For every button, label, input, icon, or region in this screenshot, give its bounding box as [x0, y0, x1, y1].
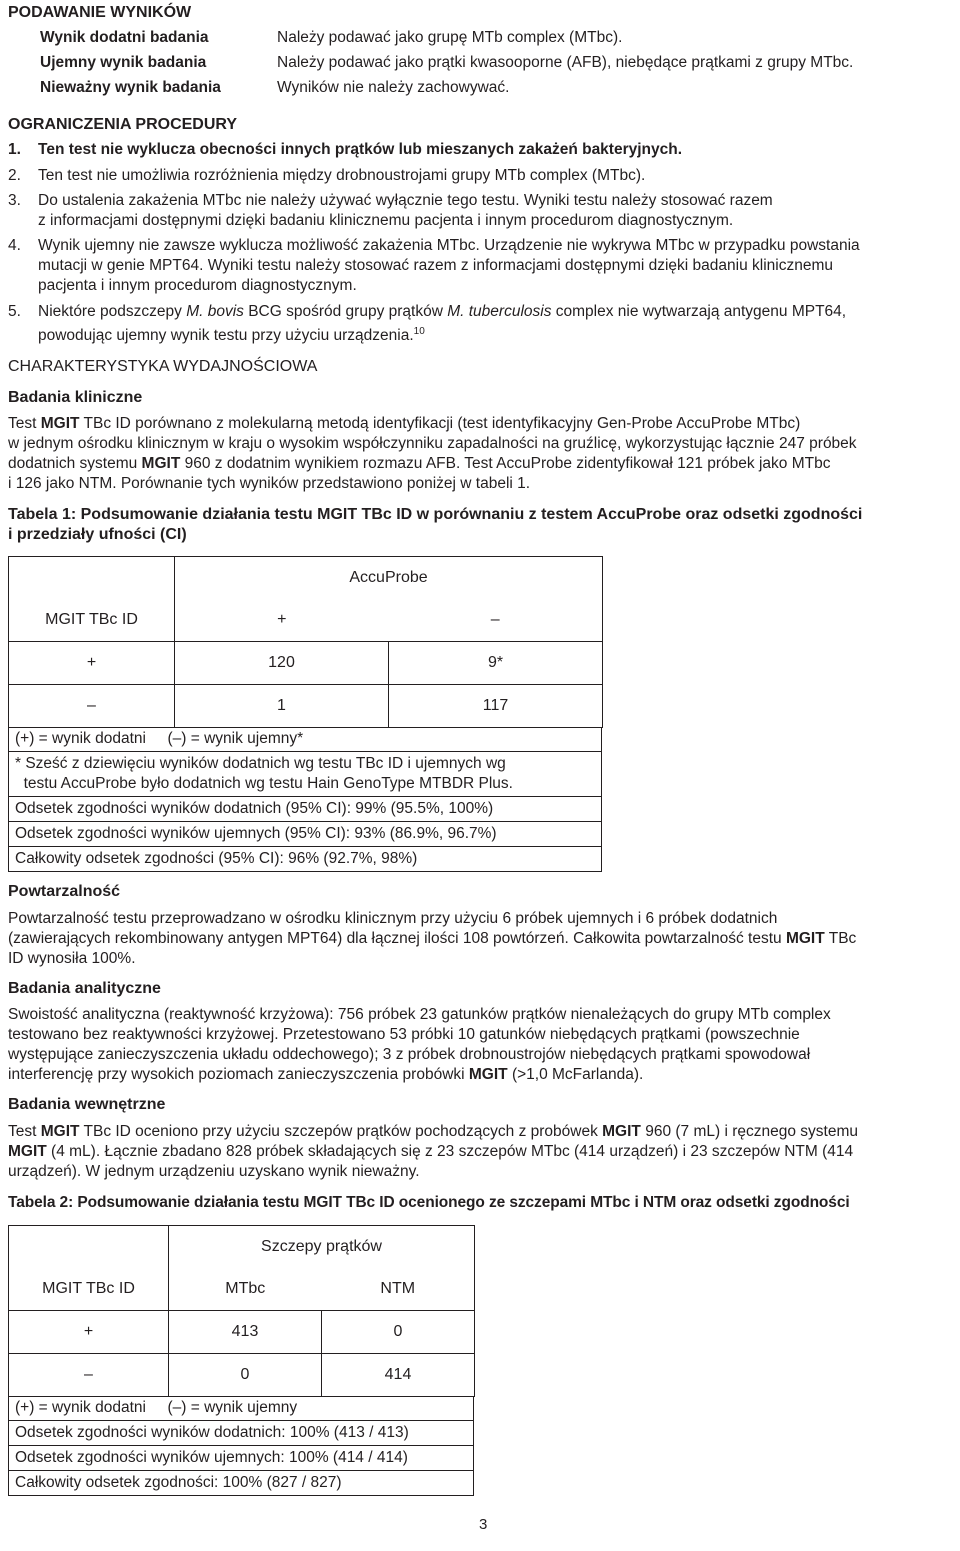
- result-label-positive: Wynik dodatni badania: [40, 29, 209, 46]
- result-label-invalid: Nieważny wynik badania: [40, 79, 221, 96]
- analytical-text-1: Swoistość analityczna (reaktywność krzyżowa): 756 próbek 23 gatunków prątków nienależących do grupy MTb complex: [8, 1006, 831, 1023]
- table1-cell: 9*: [389, 642, 603, 685]
- limit-item-5-cont: powodując ujemny wynik testu przy użyciu urządzenia.$^{10}$: [38, 326, 425, 345]
- table1-overall: Całkowity odsetek zgodności (95% CI): 96% (92.7%, 98%): [9, 846, 601, 871]
- table2-row-header: MGIT TBc ID: [9, 1268, 169, 1311]
- perf-heading: CHARAKTERYSTYKA WYDAJNOŚCIOWA: [8, 358, 318, 375]
- table1-row-neg: –: [9, 685, 175, 728]
- table2-legend: (+) = wynik dodatni (–) = wynik ujemny: [15, 1399, 298, 1416]
- table1-legend: (+) = wynik dodatni (–) = wynik ujemny*: [15, 730, 304, 747]
- table2-col-mtbc: MTbc: [169, 1268, 322, 1311]
- limit-item-4-cont2: pacjenta i innym procedurom diagnostycznym.: [38, 277, 357, 294]
- results-heading: PODAWANIE WYNIKÓW: [8, 4, 192, 21]
- analytical-text-3: występujące zanieczyszczenia układu oddechowego); 3 z próbek drobnoustrojów niebędących prątkami spowodował: [8, 1046, 811, 1063]
- table1-cell: 1: [175, 685, 389, 728]
- table2-caption: Tabela 2: Podsumowanie działania testu MGIT TBc ID ocenionego ze szczepami MTbc i NTM oraz odsetki zgodności: [8, 1194, 850, 1211]
- analytical-text-4: interferencję przy wysokich poziomach zanieczyszczenia probówki MGIT (>1,0 McFarlanda).: [8, 1066, 644, 1083]
- repro-heading: Powtarzalność: [8, 883, 121, 900]
- table1-footer: [8, 727, 602, 872]
- table2-footer: [8, 1396, 474, 1496]
- table2-cell: 0: [169, 1354, 322, 1397]
- table2-cell: 413: [169, 1311, 322, 1354]
- table2-row-pos: +: [9, 1311, 169, 1354]
- result-text-negative: Należy podawać jako prątki kwasooporne (AFB), niebędące prątkami z grupy MTbc.: [277, 54, 854, 71]
- table1-col-pos: +: [175, 600, 389, 642]
- clinical-text-4: i 126 jako NTM. Porównanie tych wyników przedstawiono poniżej w tabeli 1.: [8, 475, 531, 492]
- table1-cell: 117: [389, 685, 603, 728]
- limit-item-1: 1. Ten test nie wyklucza obecności innych prątków lub mieszanych zakażeń bakteryjnych.: [8, 141, 683, 158]
- result-text-positive: Należy podawać jako grupę MTb complex (MTbc).: [277, 29, 623, 46]
- limits-heading: OGRANICZENIA PROCEDURY: [8, 116, 238, 133]
- clinical-heading: Badania kliniczne: [8, 389, 143, 406]
- page-number: 3: [479, 1516, 488, 1533]
- clinical-text-1: Test MGIT TBc ID porównano z molekularną metodą identyfikacji (test identyfikacyjny Gen-Probe AccuProbe MTbc): [8, 415, 801, 432]
- table2-col-group: Szczepy prątków: [169, 1226, 475, 1268]
- table1-cell: 120: [175, 642, 389, 685]
- table2-overall: Całkowity odsetek zgodności: 100% (827 / 827): [9, 1470, 473, 1495]
- clinical-text-2: w jednym ośrodku klinicznym w kraju o wysokim współczynniku zapadalności na gruźlicę, wykorzystując łącznie 247 próbek: [8, 435, 857, 452]
- limit-item-2: 2. Ten test nie umożliwia rozróżnienia między drobnoustrojami grupy MTb complex (MTbc).: [8, 167, 646, 184]
- limit-item-3-cont: z informacjami dostępnymi dzięki badaniu klinicznemu pacjenta i innym procedurom diagnostycznym.: [38, 212, 734, 229]
- table1-caption: Tabela 1: Podsumowanie działania testu MGIT TBc ID w porównaniu z testem AccuProbe oraz odsetki zgodności: [8, 506, 863, 523]
- table1-pos-agreement: Odsetek zgodności wyników dodatnich (95% CI): 99% (95.5%, 100%): [9, 796, 601, 821]
- limit-item-4: 4. Wynik ujemny nie zawsze wyklucza możliwość zakażenia MTbc. Urządzenie nie wykrywa MTbc w przypadku powstania: [8, 237, 860, 254]
- clinical-text-3: dodatnich systemu MGIT 960 z dodatnim wynikiem rozmazu AFB. Test AccuProbe zidentyfikował 121 próbek jako MTbc: [8, 455, 831, 472]
- result-text-invalid: Wyników nie należy zachowywać.: [277, 79, 510, 96]
- analytical-text-2: testowano bez reaktywności krzyżowej. Przetestowano 53 próbki 10 gatunków niebędących prątkami (powszechnie: [8, 1026, 800, 1043]
- table2: [8, 1225, 475, 1397]
- table2-row-neg: –: [9, 1354, 169, 1397]
- result-label-negative: Ujemny wynik badania: [40, 54, 207, 71]
- internal-heading: Badania wewnętrzne: [8, 1096, 166, 1113]
- table1: [8, 556, 603, 728]
- table1-col-group: AccuProbe: [175, 557, 603, 600]
- table2-neg-agreement: Odsetek zgodności wyników ujemnych: 100% (414 / 414): [9, 1445, 473, 1470]
- table2-cell: 414: [322, 1354, 475, 1397]
- table1-row-pos: +: [9, 642, 175, 685]
- limit-item-5: 5. Niektóre podszczepy M. bovis BCG spośród grupy prątków M. tuberculosis complex nie wytwarzają antygenu MPT64,: [8, 303, 847, 320]
- limit-item-3: 3. Do ustalenia zakażenia MTbc nie należy używać wyłącznie tego testu. Wyniki testu należy stosować razem: [8, 192, 773, 209]
- table1-col-neg: –: [389, 600, 603, 642]
- table1-neg-agreement: Odsetek zgodności wyników ujemnych (95% CI): 93% (86.9%, 96.7%): [9, 821, 601, 846]
- table2-cell: 0: [322, 1311, 475, 1354]
- limit-item-4-cont: mutacji w genie MPT64. Wyniki testu należy stosować razem z informacjami dostępnymi dzięki badaniu klinicznemu: [38, 257, 833, 274]
- internal-text-3: urządzeń). W jednym urządzeniu uzyskano wynik nieważny.: [8, 1163, 420, 1180]
- repro-text-1: Powtarzalność testu przeprowadzano w ośrodku klinicznym przy użyciu 6 próbek ujemnych i 6 próbek dodatnich: [8, 910, 778, 927]
- table2-col-ntm: NTM: [322, 1268, 475, 1311]
- internal-text-1: Test MGIT TBc ID oceniono przy użyciu szczepów prątków pochodzących z probówek MGIT 960 (7 mL) i ręcznego systemu: [8, 1123, 858, 1140]
- analytical-heading: Badania analityczne: [8, 980, 161, 997]
- repro-text-2: (zawierających rekombinowany antygen MPT64) dla łącznej ilości 108 powtórzeń. Całkowita powtarzalność testu MGIT TBc: [8, 930, 857, 947]
- repro-text-3: ID wynosiła 100%.: [8, 950, 136, 967]
- table1-caption-cont: i przedziały ufności (CI): [8, 526, 187, 543]
- table1-row-header: MGIT TBc ID: [9, 600, 175, 642]
- table1-note: * Sześć z dziewięciu wyników dodatnich wg testu TBc ID i ujemnych wg testu AccuProbe było dodatnich wg testu Hain GenoType MTBDR Plus.: [9, 751, 601, 796]
- table2-pos-agreement: Odsetek zgodności wyników dodatnich: 100% (413 / 413): [9, 1420, 473, 1445]
- internal-text-2: MGIT (4 mL). Łącznie zbadano 828 próbek składających się z 23 szczepów MTbc (414 urządzeń) i 23 szczepów NTM (414: [8, 1143, 854, 1160]
